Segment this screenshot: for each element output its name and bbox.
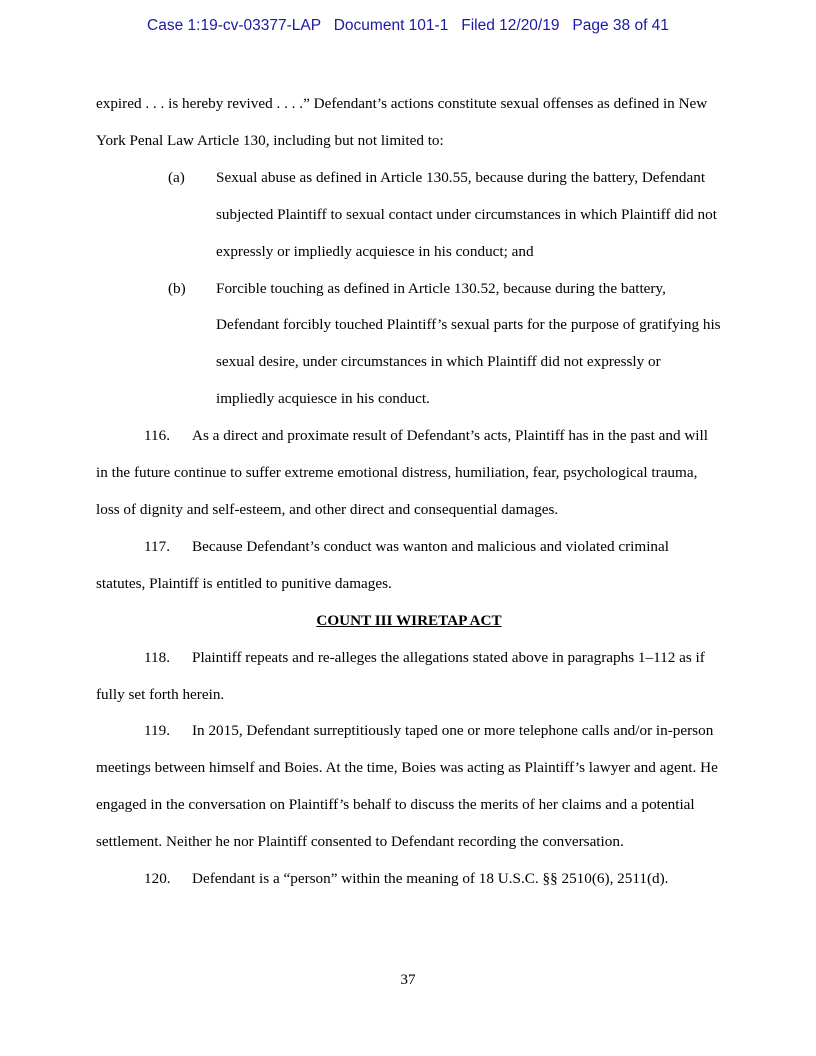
paragraph-number: 118. bbox=[144, 648, 171, 666]
paragraph-text: Defendant is a “person” within the meaning of 18 U.S.C. §§ 2510(6), 2511(d). bbox=[192, 870, 669, 888]
list-text-b: Forcible touching as defined in Article 130.52, because during the battery, Defendant forcibly touched Plaintiff’s sexual parts for the purpose of gratifying his sexual desire, under circumstances in which Plaintiff did not expressly or impliedly acquiesce in his conduct. bbox=[216, 279, 721, 408]
intro-paragraph: expired . . . is hereby revived . . . .” Defendant’s actions constitute sexual offenses as defined in New York Penal Law Article 130, including but not limited to: bbox=[96, 95, 708, 149]
paragraph-text: Plaintiff repeats and re-alleges the allegations stated above in paragraphs 1–112 as if fully set forth herein. bbox=[96, 648, 705, 703]
paragraph-120 bbox=[96, 861, 722, 898]
paragraph-text: As a direct and proximate result of Defendant’s acts, Plaintiff has in the past and will in the future continue to suffer extreme emotional distress, humiliation, fear, psychological trauma, loss of dignity and self-esteem, and other direct and consequential damages. bbox=[96, 427, 708, 518]
list-label-b: (b) bbox=[168, 279, 186, 297]
section-heading: COUNT III WIRETAP ACT bbox=[316, 611, 502, 629]
paragraph-117 bbox=[96, 529, 722, 603]
paragraph-number: 116. bbox=[144, 427, 171, 445]
list-item-a bbox=[96, 160, 722, 271]
paragraph-116 bbox=[96, 418, 722, 529]
page-number: 37 bbox=[400, 971, 416, 988]
case-header: Case 1:19-cv-03377-LAP Document 101-1 Filed 12/20/19 Page 38 of 41 bbox=[147, 17, 669, 34]
paragraph-text: In 2015, Defendant surreptitiously taped one or more telephone calls and/or in-person meetings between himself and Boies. At the time, Boies was acting as Plaintiff’s lawyer and agent. He engaged in the conversation on Plaintiff’s behalf to discuss the merits of her claims and a potential settlement. Neither he nor Plaintiff consented to Defendant recording the conversation. bbox=[96, 722, 718, 851]
paragraph-number: 117. bbox=[144, 537, 171, 555]
paragraph-119 bbox=[96, 713, 722, 861]
document-body bbox=[96, 86, 722, 898]
list-label-a: (a) bbox=[168, 168, 185, 186]
paragraph-number: 120. bbox=[144, 870, 171, 888]
paragraph-number: 119. bbox=[144, 722, 171, 740]
list-item-b bbox=[96, 271, 722, 419]
paragraph-text: Because Defendant’s conduct was wanton and malicious and violated criminal statutes, Plaintiff is entitled to punitive damages. bbox=[96, 537, 669, 592]
paragraph-118 bbox=[96, 640, 722, 714]
list-text-a: Sexual abuse as defined in Article 130.55, because during the battery, Defendant subjected Plaintiff to sexual contact under circumstances in which Plaintiff did not expressly or impliedly acquiesce in his conduct; and bbox=[216, 168, 717, 260]
